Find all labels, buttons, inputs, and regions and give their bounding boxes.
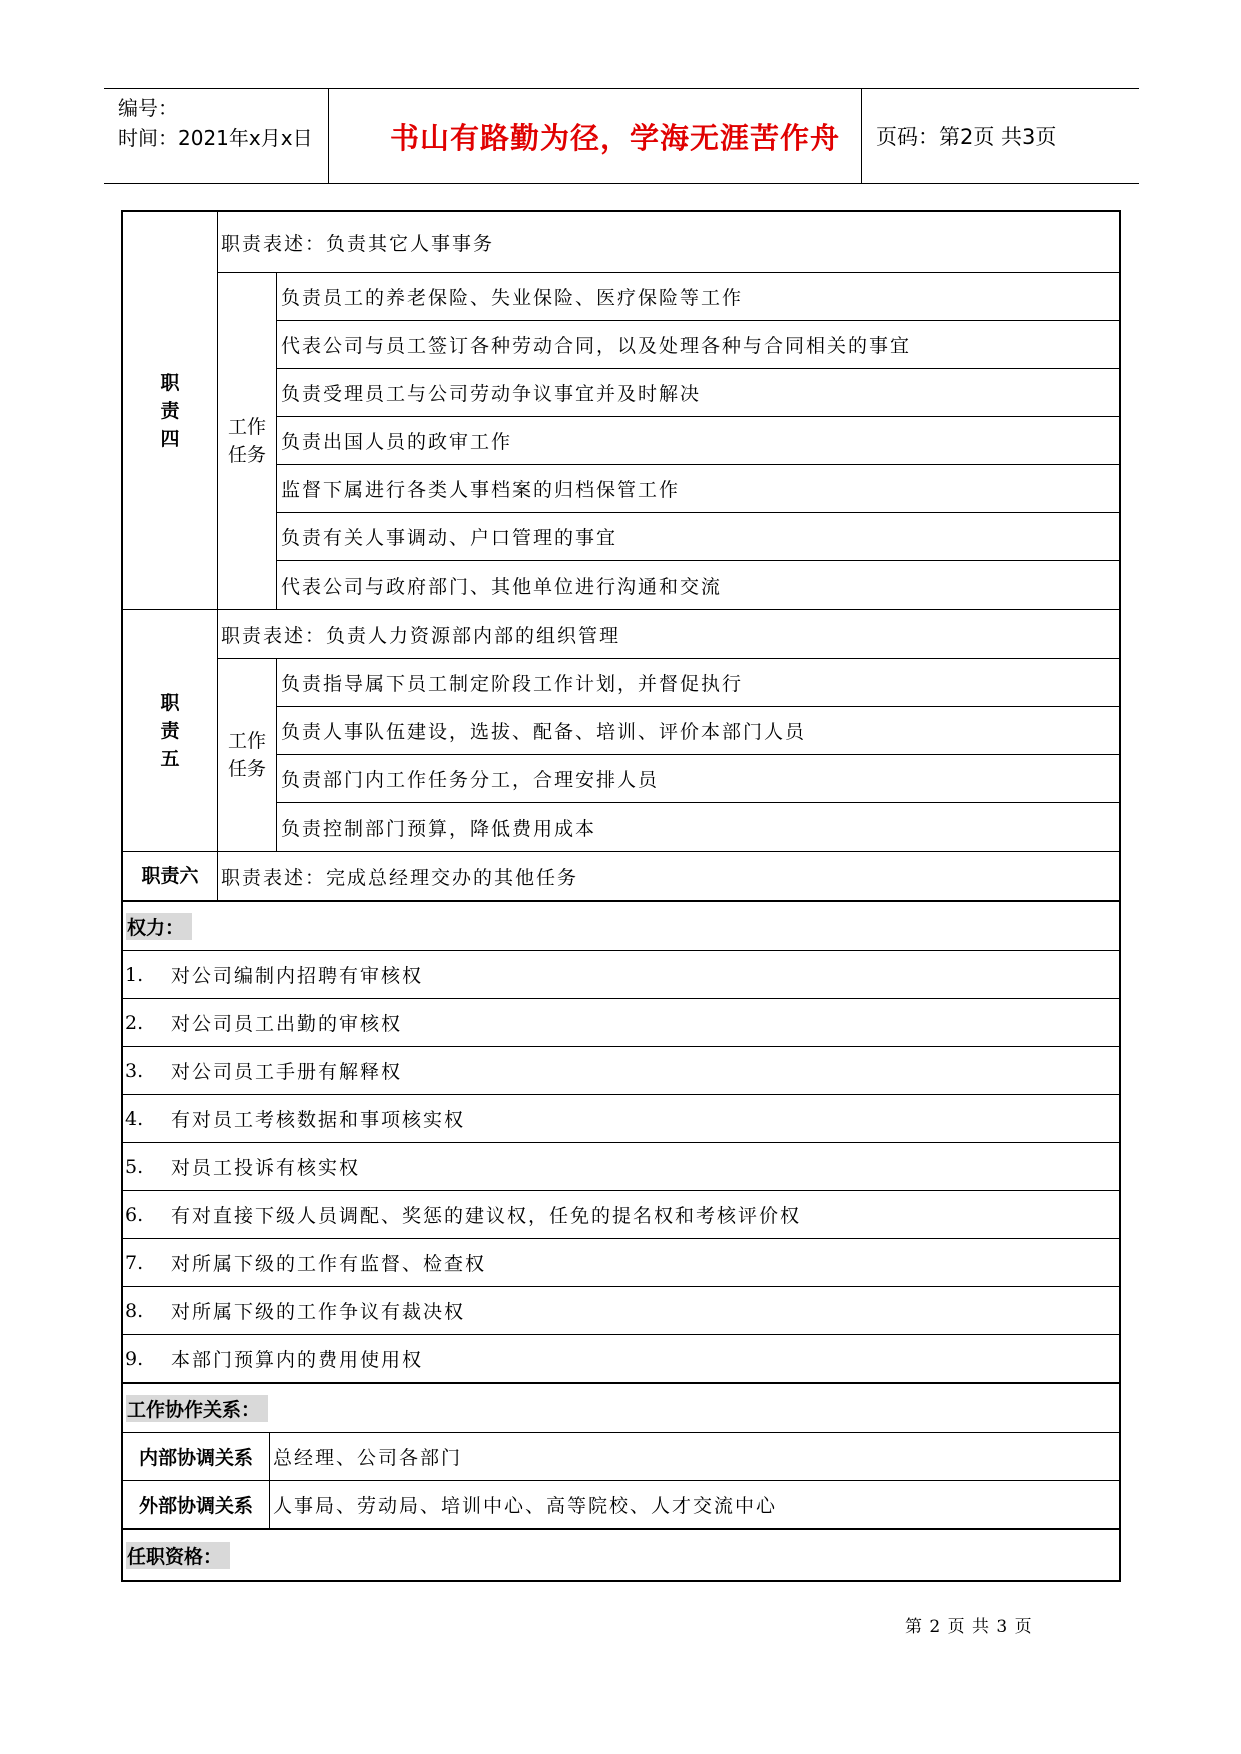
task-item: 负责受理员工与公司劳动争议事宜并及时解决 <box>277 369 1119 417</box>
item-text: 对所属下级的工作争议有裁决权 <box>171 1301 466 1323</box>
duty-six-description: 职责表述：完成总经理交办的其他任务 <box>221 866 579 889</box>
powers-list <box>123 951 1119 1384</box>
duty-four-block <box>123 212 1119 610</box>
list-item <box>123 1239 1119 1287</box>
item-text: 有对直接下级人员调配、奖惩的建议权，任免的提名权和考核评价权 <box>171 1205 802 1227</box>
list-item <box>123 1287 1119 1335</box>
page-header <box>104 88 1139 184</box>
header-page-number: 页码：第2页 共3页 <box>876 125 1057 149</box>
task-item: 负责指导属下员工制定阶段工作计划，并督促执行 <box>277 659 1119 707</box>
item-text: 对公司员工出勤的审核权 <box>171 1013 403 1035</box>
item-number: 7. <box>125 1251 144 1274</box>
item-number: 2. <box>125 1011 144 1034</box>
list-item <box>123 1191 1119 1239</box>
task-item: 负责部门内工作任务分工，合理安排人员 <box>277 755 1119 803</box>
item-number: 5. <box>125 1155 144 1178</box>
duty-five-description: 职责表述：负责人力资源部内部的组织管理 <box>218 610 1119 659</box>
task-item: 监督下属进行各类人事档案的归档保管工作 <box>277 465 1119 513</box>
list-item <box>123 999 1119 1047</box>
header-motto: 书山有路勤为径，学海无涯苦作舟 <box>389 120 840 155</box>
external-relations-label: 外部协调关系 <box>123 1481 270 1528</box>
task-item: 负责有关人事调动、户口管理的事宜 <box>277 513 1119 561</box>
item-text: 对公司编制内招聘有审核权 <box>171 965 424 987</box>
duty-five-task-label: 工作 任务 <box>218 659 277 851</box>
internal-relations-label: 内部协调关系 <box>123 1433 270 1480</box>
header-meta <box>118 93 368 153</box>
item-number: 4. <box>125 1107 144 1130</box>
task-item: 代表公司与员工签订各种劳动合同，以及处理各种与合同相关的事宜 <box>277 321 1119 369</box>
qualifications-section-title <box>123 1530 1119 1580</box>
item-number: 9. <box>125 1347 144 1370</box>
duty-six-block <box>123 852 1119 902</box>
qualifications-title: 任职资格： <box>126 1542 230 1569</box>
document-number-label: 编号： <box>118 96 178 120</box>
item-text: 有对员工考核数据和事项核实权 <box>171 1109 466 1131</box>
duty-six-label: 职责六 <box>123 852 218 900</box>
list-item <box>123 1335 1119 1384</box>
item-text: 本部门预算内的费用使用权 <box>171 1349 424 1371</box>
task-item: 负责控制部门预算，降低费用成本 <box>281 817 597 840</box>
external-relations-row <box>123 1481 1119 1530</box>
duty-four-description: 职责表述：负责其它人事事务 <box>218 212 1119 273</box>
header-divider <box>328 89 329 183</box>
external-relations-value: 人事局、劳动局、培训中心、高等院校、人才交流中心 <box>273 1495 778 1517</box>
internal-relations-value: 总经理、公司各部门 <box>273 1447 463 1469</box>
item-text: 对所属下级的工作有监督、检查权 <box>171 1253 487 1275</box>
item-number: 1. <box>125 963 144 986</box>
job-description-table <box>121 210 1121 1582</box>
list-item <box>123 951 1119 999</box>
relations-section-title <box>123 1384 1119 1433</box>
item-number: 6. <box>125 1203 144 1226</box>
list-item <box>123 1143 1119 1191</box>
task-item: 代表公司与政府部门、其他单位进行沟通和交流 <box>281 575 723 598</box>
item-text: 对公司员工手册有解释权 <box>171 1061 403 1083</box>
task-item: 负责出国人员的政审工作 <box>277 417 1119 465</box>
internal-relations-row <box>123 1433 1119 1481</box>
duty-four-task-label: 工作 任务 <box>218 273 277 609</box>
page-footer: 第 2 页 共 3 页 <box>905 1617 1033 1637</box>
powers-section-title <box>123 902 1119 951</box>
list-item <box>123 1095 1119 1143</box>
item-number: 3. <box>125 1059 144 1082</box>
duty-five-label: 职 责 五 <box>123 610 218 851</box>
task-item: 负责人事队伍建设，选拔、配备、培训、评价本部门人员 <box>277 707 1119 755</box>
duty-five-task-list <box>277 659 1119 851</box>
powers-title: 权力： <box>126 913 192 940</box>
relations-title: 工作协作关系： <box>126 1395 268 1422</box>
task-item: 负责员工的养老保险、失业保险、医疗保险等工作 <box>277 273 1119 321</box>
document-time-label: 时间：2021年x月x日 <box>118 126 313 150</box>
duty-four-label: 职 责 四 <box>123 212 218 609</box>
list-item <box>123 1047 1119 1095</box>
item-text: 对员工投诉有核实权 <box>171 1157 361 1179</box>
duty-four-task-list <box>277 273 1119 609</box>
item-number: 8. <box>125 1299 144 1322</box>
duty-five-block <box>123 610 1119 852</box>
